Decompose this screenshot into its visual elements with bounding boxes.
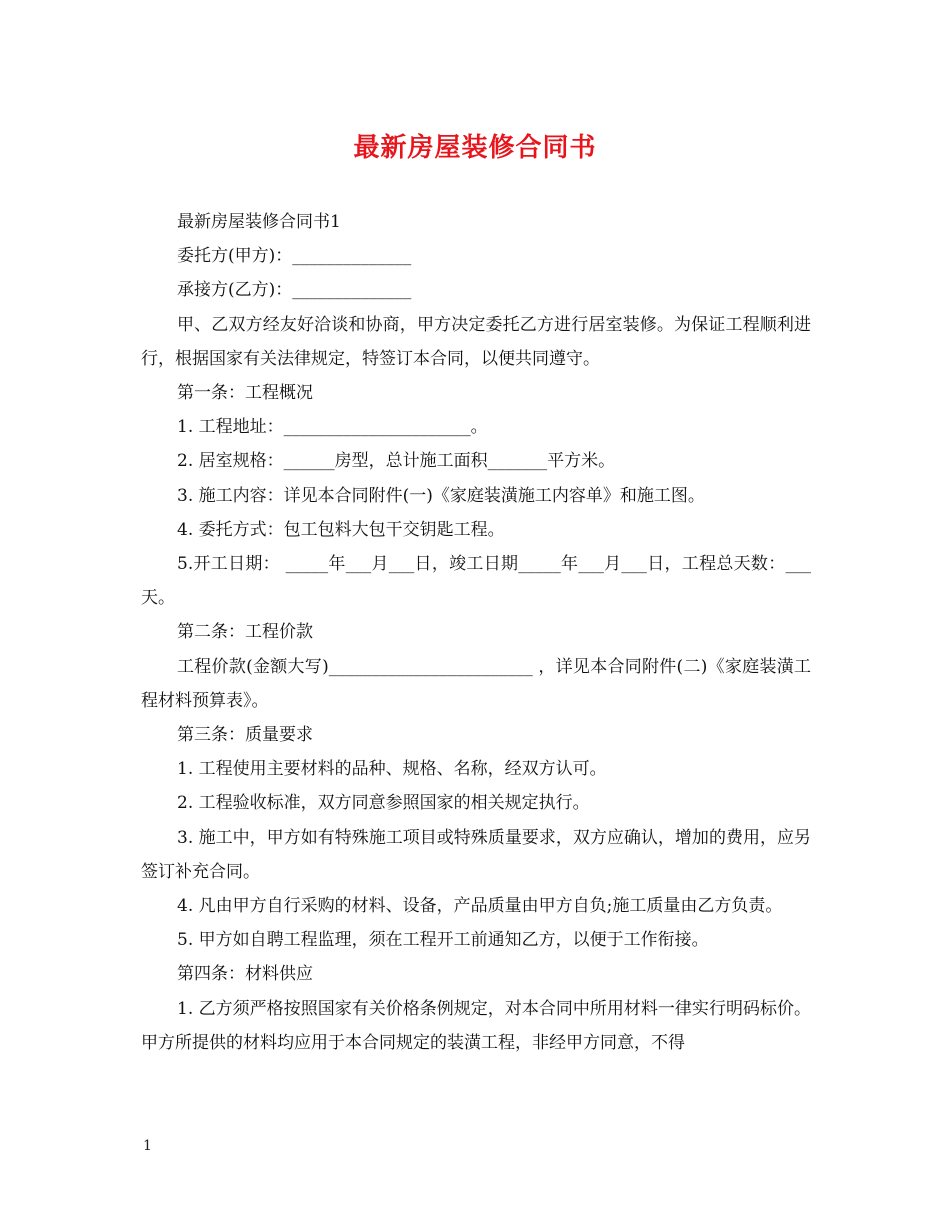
paragraph: 4. 委托方式：包工包料大包干交钥匙工程。 (177, 519, 505, 540)
paragraph: 1. 工程使用主要材料的品种、规格、名称，经双方认可。 (177, 759, 607, 780)
paragraph: 最新房屋装修合同书1 (177, 212, 341, 232)
paragraph: 4. 凡由甲方自行采购的材料、设备，产品质量由甲方自负;施工质量由乙方负责。 (177, 896, 783, 917)
paragraph: 2. 工程验收标准，双方同意参照国家的相关规定执行。 (177, 793, 590, 814)
paragraph: 2. 居室规格：______房型，总计施工面积_______平方米。 (177, 451, 616, 472)
paragraph: 1. 工程地址：______________________。 (177, 417, 488, 438)
section-heading: 第三条：质量要求 (177, 725, 313, 746)
paragraph: 3. 施工内容：详见本合同附件(一)《家庭装潢施工内容单》和施工图。 (177, 485, 705, 506)
section-heading: 第一条：工程概况 (177, 383, 313, 404)
paragraph: 3. 施工中，甲方如有特殊施工项目或特殊质量要求，双方应确认，增加的费用，应另签订补充合同。 (141, 827, 811, 882)
paragraph: 工程价款(金额大写)________________________ ，详见本合同附件(二)《家庭装潢工程材料预算表》。 (141, 656, 811, 711)
page-number: 1 (143, 1138, 152, 1154)
section-heading: 第二条：工程价款 (177, 622, 313, 643)
paragraph: 甲、乙双方经友好洽谈和协商，甲方决定委托乙方进行居室装修。为保证工程顺利进行，根据国家有关法律规定，特签订本合同，以便共同遵守。 (141, 314, 811, 369)
paragraph: 承接方(乙方)：______________ (177, 280, 412, 301)
paragraph: 5.开工日期： _____年___月___日，竣工日期_____年___月___日，工程总天数：___天。 (141, 554, 811, 609)
paragraph: 1. 乙方须严格按照国家有关价格条例规定，对本合同中所用材料一律实行明码标价。甲方所提供的材料均应用于本合同规定的装潢工程，非经甲方同意，不得 (141, 998, 811, 1053)
document-body (141, 205, 811, 1060)
paragraph: 委托方(甲方)：______________ (177, 246, 412, 267)
paragraph: 5. 甲方如自聘工程监理，须在工程开工前通知乙方，以便于工作衔接。 (177, 930, 709, 951)
section-heading: 第四条：材料供应 (177, 964, 313, 985)
document-title: 最新房屋装修合同书 (353, 133, 597, 163)
